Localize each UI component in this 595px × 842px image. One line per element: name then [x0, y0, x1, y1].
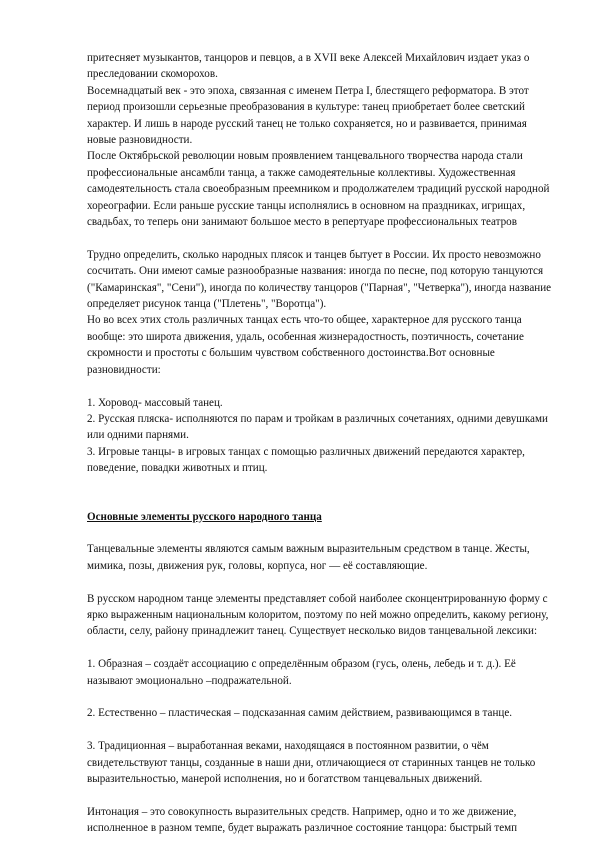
list-item-game-dances: 3. Игровые танцы- в игровых танцах с помощью различных движений передаются характер, поведение, повадки животных и птиц.: [87, 445, 525, 475]
paragraph-common-features: Но во всех этих столь различных танцах есть что-то общее, характерное для русского танца вообще: это широта движения, удаль, особенная жизнерадостность, поэтичность, сочетание скромности и простоты с большим чувством собственного достоинства.Вот основные разновидности:: [87, 314, 524, 376]
spacer: [87, 230, 557, 246]
list-item-plyaska: 2. Русская пляска- исполняются по парам и тройкам в различных сочетаниях, одними девушками или одними парнями.: [87, 412, 548, 442]
list-item-figurative: 1. Образная – создаёт ассоциацию с определённым образом (гусь, олень, лебедь и т. д.). Её называют эмоционально –подражательной.: [87, 658, 516, 687]
paragraph-intonation: Интонация – это совокупность выразительных средств. Например, одно и то же движение, исполненное в разном темпе, будет выражать различное состояние танцора: быстрый темп: [87, 805, 518, 835]
list-item-traditional: 3. Традиционная – выработанная веками, находящаяся в постоянном развитии, о чём свидетельствуют танцы, созданные в наши дни, отличающиеся от старинных танцев не только выразительностью, манерой исполнения, но и богатством танцевальных движений.: [87, 740, 536, 785]
spacer: [87, 378, 557, 394]
spacer: [87, 477, 557, 509]
spacer: [87, 640, 557, 656]
spacer: [87, 787, 557, 803]
paragraph-dance-names: Трудно определить, сколько народных плясок и танцев бытует в России. Их просто невозможно сосчитать. Они имеют самые разнообразные названия: иногда по песне, под которую танцуются ("Камаринская", "Сени"), иногда по количеству танцоров ("Парная", "Четверка"), иногда название определяет рисунок танца ("Плетень", "Воротца").: [87, 248, 552, 311]
spacer: [87, 525, 557, 541]
paragraph-18th-century: Восемнадцатый век - это эпоха, связанная с именем Петра I, блестящего реформатора. В этот период произошли серьезные преобразования в культуре: танец приобретает более светский характер. И лишь в народе русский танец не только сохраняется, но и развивается, принимая новые разновидности.: [87, 84, 529, 147]
list-item-khorovod: 1. Хоровод- массовый танец.: [87, 396, 223, 409]
spacer: [87, 574, 557, 590]
paragraph-after-revolution: После Октябрьской революции новым проявлением танцевального творчества народа стали профессиональные ансамбли танца, а также самодеятельные коллективы. Художественная самодеятельность стала своеобразным преемником и продолжателем традиций русской народной хореографии. Если раньше русские танцы исполнялись в основном на праздниках, игрищах, свадьбах, то теперь они занимают большое место в репертуаре профессиональных театров: [87, 150, 550, 229]
spacer: [87, 722, 557, 738]
list-item-plastic: 2. Естественно – пластическая – подсказанная самим действием, развивающимся в танце.: [87, 707, 513, 720]
paragraph-elements: Танцевальные элементы являются самым важным выразительным средством в танце. Жесты, мимика, позы, движения рук, головы, корпуса, ног — её составляющие.: [87, 543, 530, 572]
section-heading: Основные элементы русского народного танца: [87, 510, 322, 523]
spacer: [87, 689, 557, 705]
document-body: [87, 50, 557, 837]
paragraph-skomorokhi: притесняет музыкантов, танцоров и певцов, а в XVII веке Алексей Михайлович издает указ о преследовании скоморохов.: [87, 52, 530, 81]
paragraph-lexicon: В русском народном танце элементы представляет собой наиболее сконцентрированную форму с ярко выраженным национальным колоритом, поэтому по ней можно определить, какому региону, области, селу, району принадлежит танец. Существует несколько видов танцевальной лексики:: [87, 592, 549, 638]
